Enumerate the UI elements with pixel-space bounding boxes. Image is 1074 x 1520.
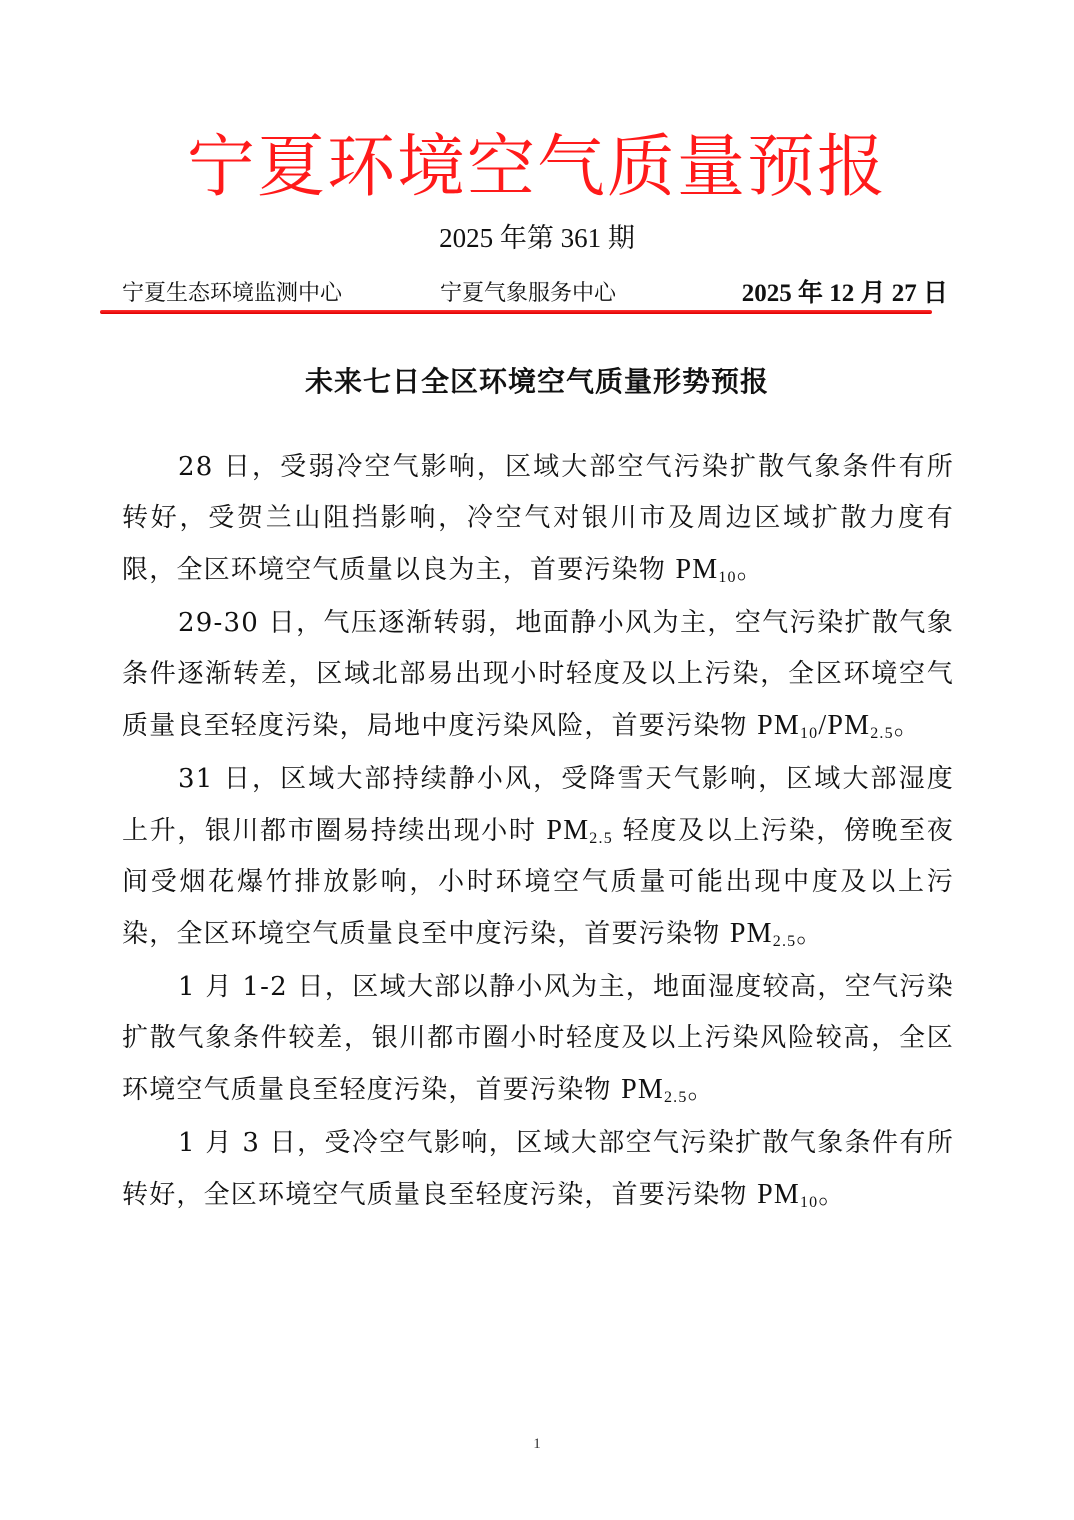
mid-pollutant-subscript: 2.5 [589,830,613,847]
pollutant-subscript: 10 [799,725,819,742]
paragraph-lead: 31 日， [178,764,281,794]
publish-date: 2025 年 12 月 27 日 [741,280,948,307]
paragraph-end: 。 [736,555,764,585]
pollutant-separator: / [818,710,828,741]
paragraph-lead: 1 月 1-2 日， [178,972,353,1002]
pollutant-subscript: 10 [799,1194,819,1211]
forecast-paragraph-day-29-30 [122,598,954,752]
pollutant-subscript: 2.5 [663,1089,688,1106]
page-number: 1 [533,1436,541,1452]
paragraph-lead: 28 日， [178,452,281,482]
pollutant-name: PM [729,918,773,949]
forecast-body [122,442,954,1221]
forecast-paragraph-day-28 [122,442,954,596]
pollutant-name: PM [757,1179,800,1210]
forecast-subtitle: 未来七日全区环境空气质量形势预报 [304,365,769,398]
forecast-paragraph-jan-1-2 [122,962,954,1116]
mid-pollutant-name: PM [546,815,590,846]
forecast-paragraph-day-31 [122,754,954,960]
publisher-meteorology-center: 宁夏气象服务中心 [440,281,617,306]
pollutant-name: PM [757,710,800,741]
document-title: 宁夏环境空气质量预报 [186,128,887,207]
paragraph-lead: 29-30 日， [178,608,324,638]
pollutant-name-2: PM [827,710,871,741]
pollutant-name: PM [621,1074,664,1105]
pollutant-subscript: 10 [718,569,737,586]
pollutant-subscript: 2.5 [772,933,797,950]
forecast-paragraph-jan-3 [122,1118,954,1221]
paragraph-end: 。 [818,1180,846,1210]
pollutant-name: PM [675,554,719,585]
paragraph-lead: 1 月 3 日， [178,1128,325,1158]
issue-number: 2025 年第 361 期 [439,223,635,253]
pollutant-subscript-2: 2.5 [870,725,894,742]
paragraph-text-b: 轻度及以上污染，傍晚至夜间受烟花爆竹排放影响，小时环境空气质量可能出现中度及以上污染，全区环境空气质量良至中度污染，首要污染物 [122,816,954,949]
header-divider [100,310,932,314]
paragraph-end: 。 [796,919,824,949]
paragraph-text: 受弱冷空气影响，区域大部空气污染扩散气象条件有所转好，受贺兰山阻挡影响，冷空气对银川市及周边区域扩散力度有限，全区环境空气质量以良为主，首要污染物 [122,452,954,585]
publisher-ecology-center: 宁夏生态环境监测中心 [122,281,343,306]
publisher-header [122,278,948,310]
paragraph-text: 气压逐渐转弱，地面静小风为主，空气污染扩散气象条件逐渐转差，区域北部易出现小时轻度及以上污染，全区环境空气质量良至轻度污染，局地中度污染风险，首要污染物 [122,608,954,741]
paragraph-end: 。 [687,1075,715,1105]
paragraph-text: 受冷空气影响，区域大部空气污染扩散气象条件有所转好，全区环境空气质量良至轻度污染，首要污染物 [122,1128,954,1210]
paragraph-text: 区域大部以静小风为主，地面湿度较高，空气污染扩散气象条件较差，银川都市圈小时轻度及以上污染风险较高，全区环境空气质量良至轻度污染，首要污染物 [122,972,954,1105]
paragraph-end: 。 [893,711,922,741]
paragraph-text-a: 区域大部持续静小风，受降雪天气影响，区域大部湿度上升，银川都市圈易持续出现小时 [122,764,954,846]
